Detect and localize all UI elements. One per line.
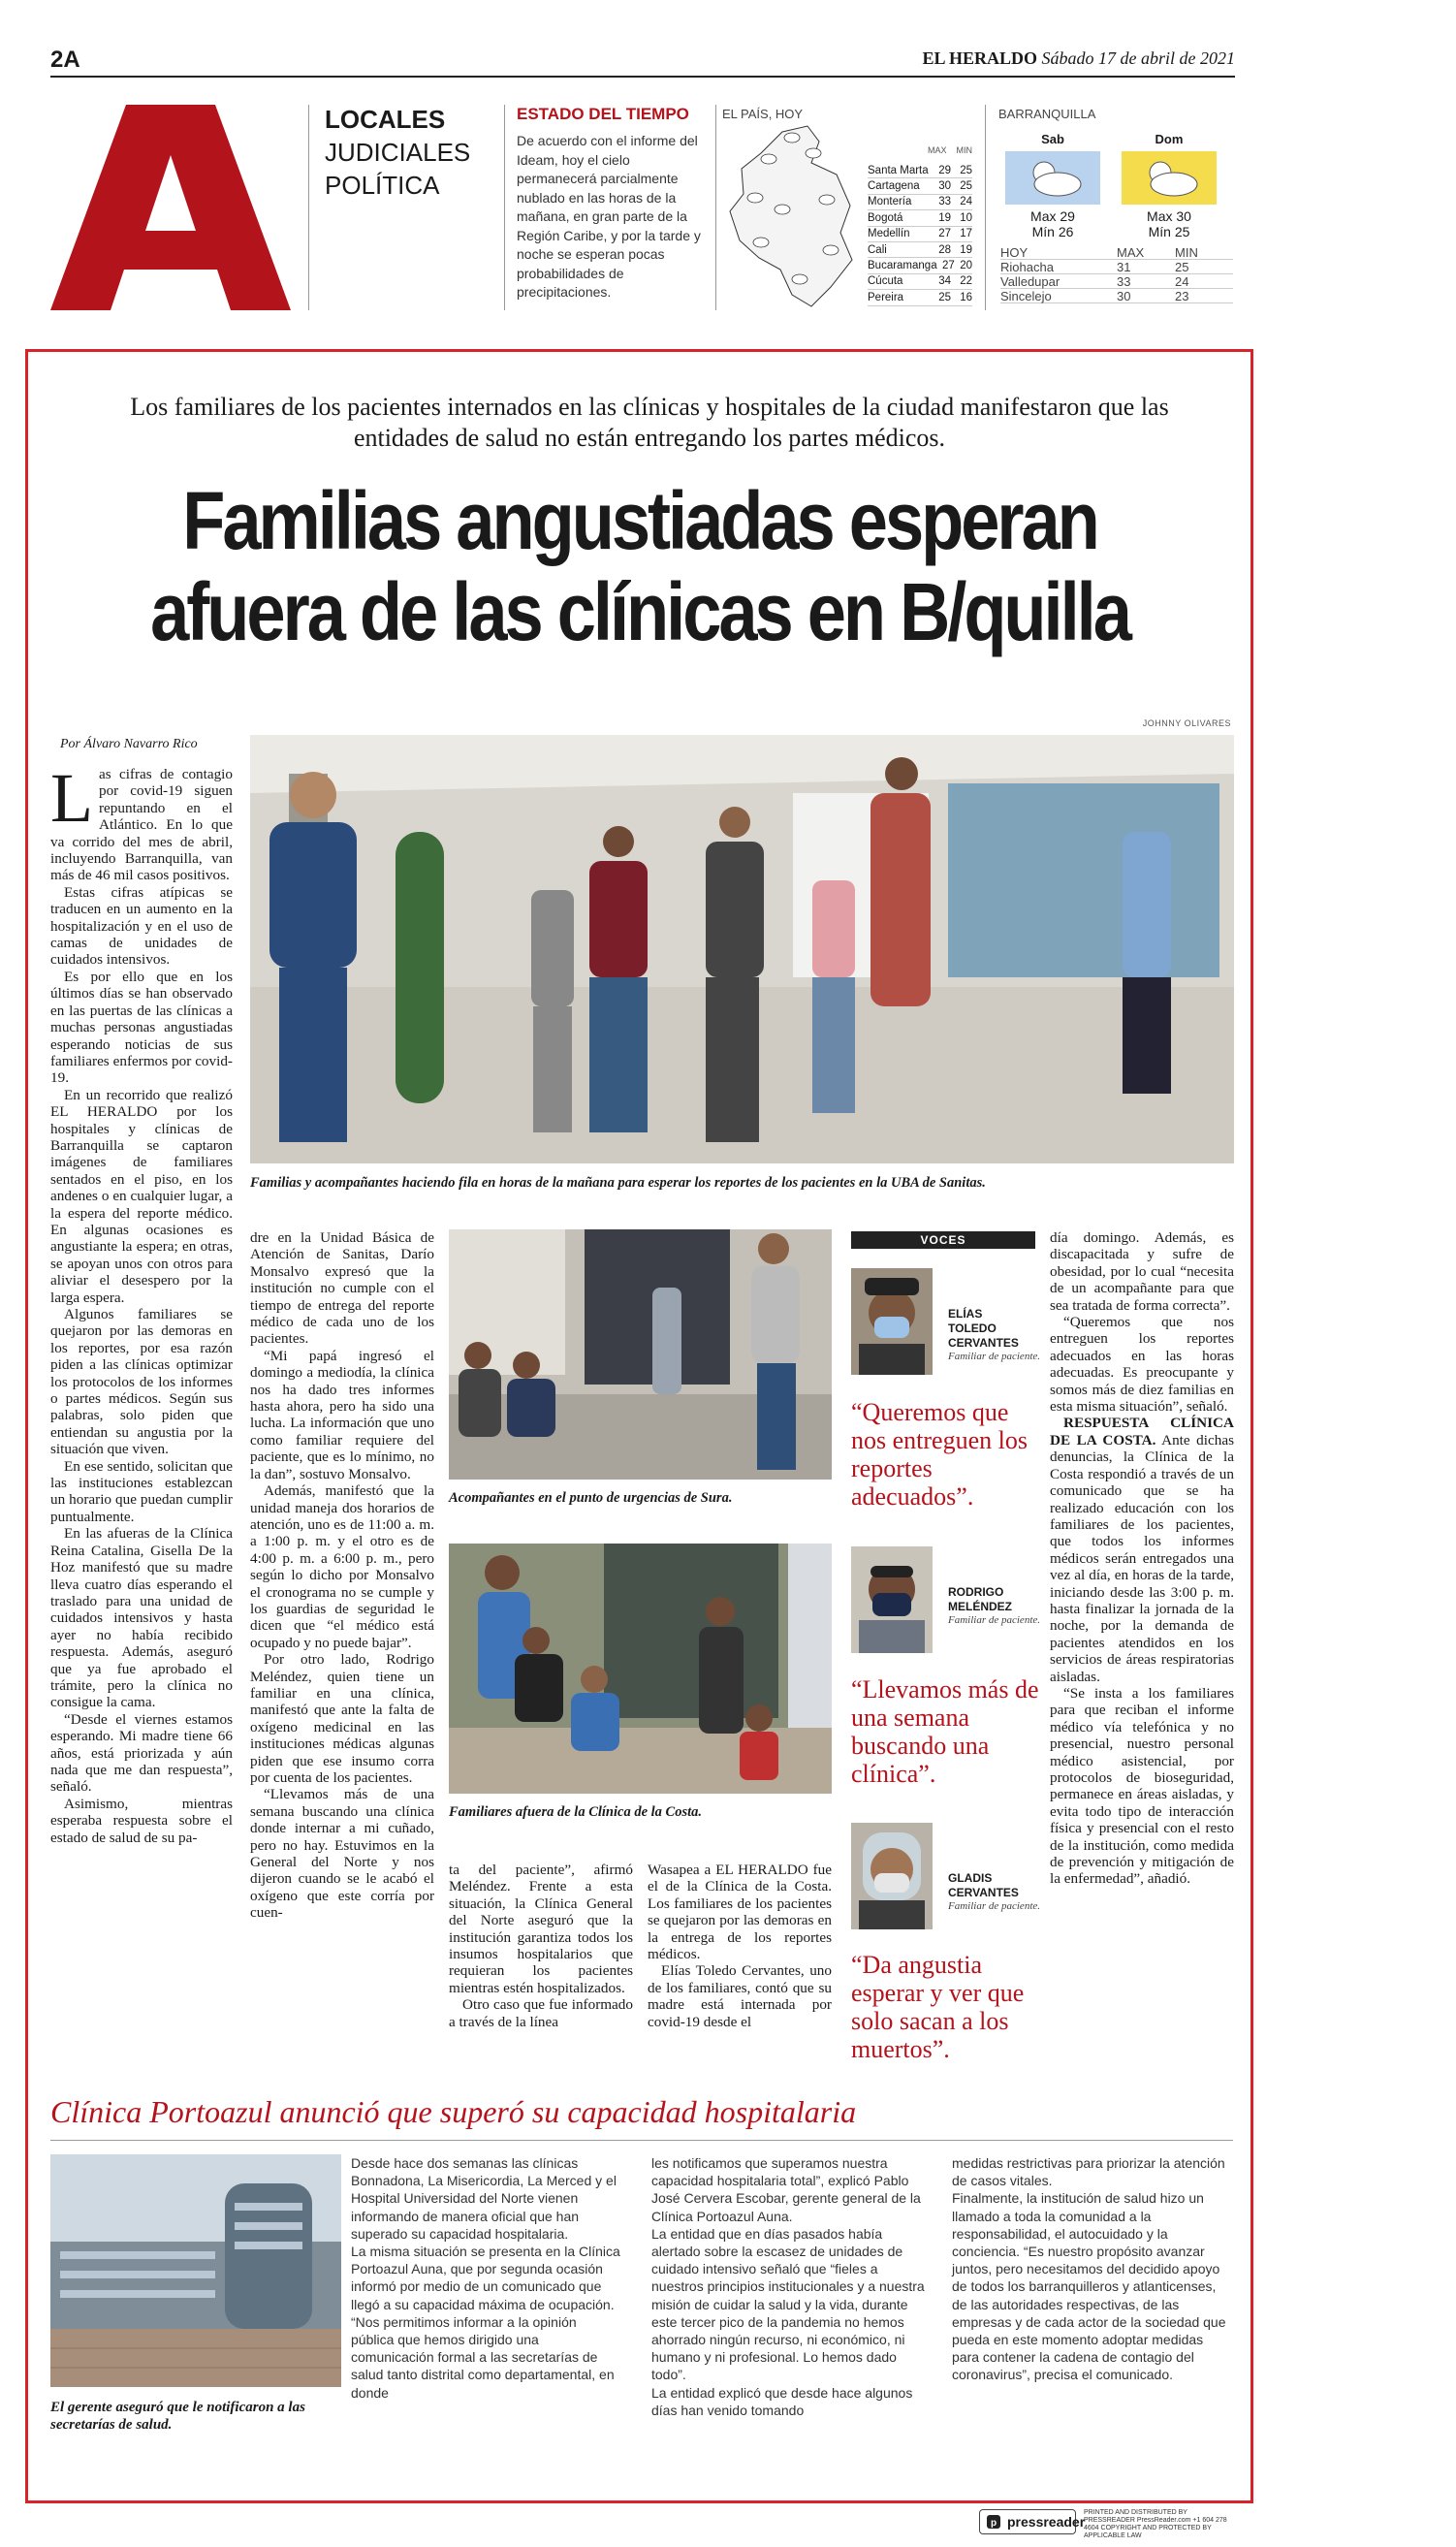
- partly-cloudy-icon: [1005, 151, 1100, 205]
- colombia-map: [722, 124, 863, 308]
- divider: [50, 2140, 1233, 2141]
- article-deck: Los familiares de los pacientes internados en las clínicas y hospitales de la ciudad manifestaron que las entidades de salud no están entregando los partes médicos.: [130, 393, 1169, 452]
- divider: [308, 105, 309, 310]
- byline: Por Álvaro Navarro Rico: [60, 737, 198, 751]
- day-sun-temps: Max 30 Mín 25: [1147, 208, 1191, 239]
- voces-title: VOCES: [851, 1231, 1035, 1249]
- portoazul-caption: El gerente aseguró que le notificaron a las secretarías de salud.: [50, 2400, 305, 2433]
- article-column-1: Las cifras de contagio por covid-19 siguen repuntando en el Atlántico. En lo que va corrido del mes de abril, incluyendo Barranquilla, van más de 46 mil casos positivos. Estas cifras atípicas se traducen en un aumento en la hospitalización y en el uso de camas de unidades de cuidados intensivos. Es por ello que en los últimos días se han observado en las puertas de las clínicas a muchas personas angustiadas esperando noticias de sus familiares enfermos por covid-19. En un recorrido que realizó EL HERALDO por los hospitales y clínicas de Barranquilla se captaron imágenes de familiares sentados en el piso, en los andenes o en cualquier lugar, a la espera del reporte médico. En algunas ocasiones es angustiante la espera; en otras, se apoyan unos con otros para aliviar el desespero por la larga espera. Algunos familiares se quejaron por las demoras en los reportes, por esa razón piden a las clínicas optimizar los protocolos de los informes o partes médicos. Según sus palabras, solo piden que entiendan su angustia por la situación que viven. En ese sentido, solicitan que las instituciones establezcan un horario que puedan cumplir puntualmente. En las afueras de la Clínica Reina Catalina, Gisella De la Hoz manifestó que su madre lleva cuatro días esperando el traslado para una unidad de cuidados intensivos y hasta ayer no había recibido respuesta. Además, aseguró que ya fue aprobado el trámite, pero la clínica no consigue la cama. “Desde el viernes estamos esperando. Mi madre tiene 66 años, está priorizada y aún nada que me dan respuesta”, señaló. Asimismo, mientras esperaba respuesta sobre el estado de salud de su pa-: [50, 759, 233, 1846]
- divider: [715, 105, 716, 310]
- secondary-column-2: les notificamos que superamos nuestra capacidad hospitalaria total”, explicó Pablo José Cervera Escobar, gerente general de la Clínica Portoazul Auna. La entidad que en días pasados había alertado sobre la escasez de unidades de cuidado intensivo señaló que “fieles a nuestros principios institucionales y a nuestra misión de cuidar la salud y la vida, durante este tercer pico de la pandemia no hemos ahorrado ningún recurso, ni económico, ni humano y ni profesional. Lo hemos dado todo”. La entidad explicó que desde hace algunos días han venido tomando: [651, 2155, 925, 2418]
- secondary-headline: Clínica Portoazul anunció que superó su capacidad hospitalaria: [50, 2094, 857, 2129]
- section-judiciales: JUDICIALES: [325, 138, 471, 167]
- city-row: Montería 33 24: [868, 195, 972, 210]
- city-row: Cartagena 30 25: [868, 178, 972, 194]
- portrait-icon: [851, 1823, 933, 1929]
- queue-image: [250, 735, 1234, 1163]
- photo-credit: JOHNNY OLIVARES: [1142, 718, 1231, 728]
- drop-cap: L: [50, 759, 93, 837]
- portoazul-photo: [50, 2154, 341, 2387]
- voice-1-photo: [851, 1268, 933, 1375]
- city-row: Cúcuta 34 22: [868, 274, 972, 290]
- hospital-building-image: [50, 2154, 341, 2387]
- costa-photo: [449, 1544, 832, 1794]
- article-headline: Familias angustiadas esperan afuera de las clínicas en B/quilla: [150, 475, 1129, 657]
- city-label: BARRANQUILLA: [998, 107, 1096, 121]
- article-column-3: ta del paciente”, afirmó Meléndez. Frente a esta situación, la Clínica General del Norte aseguró que la institución garantiza todos los insumos hospitalarios que requieran los pacientes mientras estén hospitalizados. Otro caso que fue informado a través de la línea: [449, 1862, 633, 2030]
- secondary-column-3: medidas restrictivas para priorizar la atención de casos vitales. Finalmente, la institución de salud hizo un llamado a toda la comunidad a la responsabilidad, el autocuidado y la conciencia. “Es nuestro propósito avanzar juntos, pero necesitamos del decidido apoyo de todos los barranquilleros y atlanticenses, de las autoridades respectivas, de las empresas y de cada actor de la sociedad que pueda en este momento adoptar medidas para contener la cadena de contagio del coronavirus”, precisa el comunicado.: [952, 2155, 1226, 2383]
- weather-title: ESTADO DEL TIEMPO: [517, 105, 689, 123]
- clinica-costa-image: [449, 1544, 832, 1794]
- day-sat-temps: Max 29 Mín 26: [1030, 208, 1075, 239]
- voice-1-name: ELÍAS TOLEDO CERVANTES Familiar de paciente.: [948, 1307, 1041, 1362]
- today-row: Valledupar 33 24: [1000, 274, 1233, 289]
- article-column-4: Wasapea a EL HERALDO fue el de la Clínica de la Costa. Los familiares de los pacientes se quejaron por las demoras en la entrega de los reportes médicos. Elías Toledo Cervantes, uno de los familiares, contó que su madre está internada por covid-19 desde el: [648, 1862, 832, 2030]
- pressreader-icon: [986, 2514, 1001, 2530]
- voice-3-quote: “Da angustia esperar y ver que solo sacan a los muertos”.: [851, 1951, 1025, 2063]
- paper-name: EL HERALDO: [922, 48, 1037, 68]
- city-row: Bucaramanga 27 20: [868, 258, 972, 273]
- issue-date: Sábado 17 de abril de 2021: [1041, 48, 1235, 68]
- col-max: MAX: [927, 145, 947, 155]
- today-row: Sincelejo 30 23: [1000, 289, 1233, 303]
- voice-1-quote: “Queremos que nos entreguen los reportes adecuados”.: [851, 1398, 1028, 1511]
- weather-text: De acuerdo con el informe del Ideam, hoy el cielo permanecerá parcialmente nublado en las horas de la mañana, en gran parte de la Región Caribe, y por la tarde y noche se esperan pocas probabilidades de precipitaciones.: [517, 133, 701, 300]
- city-row: Santa Marta 29 25: [868, 163, 972, 178]
- section-politica: POLÍTICA: [325, 171, 440, 200]
- voice-2-quote: “Llevamos más de una semana buscando una clínica”.: [851, 1675, 1039, 1788]
- masthead: [922, 48, 1235, 69]
- voice-2-name: RODRIGO MELÉNDEZ Familiar de paciente.: [948, 1585, 1041, 1626]
- city-row: Cali 28 19: [868, 242, 972, 258]
- portrait-icon: [851, 1546, 933, 1653]
- main-photo-caption: Familias y acompañantes haciendo fila en horas de la mañana para esperar los reportes de los pacientes en la UBA de Sanitas.: [250, 1175, 986, 1191]
- today-table: [1000, 245, 1233, 303]
- section-list: [325, 103, 470, 202]
- day-sat-label: Sab: [1041, 132, 1064, 146]
- urgencias-image: [449, 1229, 832, 1480]
- voice-3-photo: [851, 1823, 933, 1929]
- city-row: Pereira 25 16: [868, 290, 972, 305]
- page-number: 2A: [50, 47, 80, 73]
- divider: [985, 105, 986, 310]
- article-column-5: día domingo. Además, es discapacitada y sufre de obesidad, por lo cual “necesita de un acompañante para que sea tratada de forma correcta”. “Queremos que nos entreguen los reportes adecuados en las horas adecuadas. Es preocupante y somos más de diez familias en esta misma situación”, señaló. RESPUESTA CLÍNICA DE LA COSTA. Ante dichas denuncias, la Clínica de la Costa respondió a través de un comunicado que se ha realizado educación con los familiares de los pacientes, que todos los informes médicos serán entregados una vez al día, en horas de la tarde, iniciando desde las 3:00 p. m. hasta finalizar la jornada de la noche, por la demanda de pacientes atendidos en los servicios de áreas respiratorias aisladas. “Se insta a los familiares para que reciban el informe médico vía telefónica y no presencial, nuestro personal médico asistencial, por protocolos de bioseguridad, permanece en áreas aisladas, y evita todo tipo de interacción física y presencial con el resto de la institución, como medida de prevención y mitigación de la enfermedad”, añadió.: [1050, 1229, 1234, 1888]
- day-sun-forecast: [1122, 151, 1217, 205]
- section-letter-text: A: [50, 92, 62, 109]
- cities-table: [868, 145, 972, 306]
- today-header: HOY MAX MIN: [1000, 245, 1233, 260]
- pressreader-fineprint: PRINTED AND DISTRIBUTED BY PRESSREADER PressReader.com +1 604 278 4604 COPYRIGHT AND PROTECTED BY APPLICABLE LAW: [1084, 2509, 1227, 2539]
- secondary-column-1: Desde hace dos semanas las clínicas Bonnadona, La Misericordia, La Merced y el Hospital Universidad del Norte vienen informando de manera oficial que han superado su capacidad hospitalaria. La misma situación se presenta en la Clínica Portoazul Auna, que por segunda ocasión informó por medio de un comunicado que llegó a su capacidad máxima de ocupación. “Nos permitimos informar a la opinión pública que hemos dirigido una comunicación formal a las secretarías de salud tanto distrital como departamental, en donde: [351, 2155, 620, 2401]
- article-column-2: dre en la Unidad Básica de Atención de Sanitas, Darío Monsalvo expresó que la institución no cumple con el tiempo de entrega del reporte médico de cada uno de los pacientes. “Mi papá ingresó el domingo a mediodía, la clínica nos ha dado tres informes hasta ahora, pero ha sido una lucha. La información que uno como familiar requiere del paciente, que es lo mínimo, no la dan”, sostuvo Monsalvo. Además, manifestó que la unidad maneja dos horarios de atención, uno es de 11:00 a. m. a 1:00 p. m. y el otro es de 4:00 p. m. a 6:00 p. m., pero según lo dicho por Monsalvo el cronograma no se cumple y los guardias de seguridad le dicen que “el médico está ocupado y no puede bajar”. Por otro lado, Rodrigo Meléndez, quien tiene un familiar en una clínica, manifestó que ante la falta de oxígeno medicinal en las instituciones médicas algunas piden que ese insumo corra por cuenta de los pacientes. “Llevamos más de una semana buscando una clínica donde internar a mi cuñado, pero no hay. Estuvimos en la General del Norte y nos dijeron cuando se le acabó el oxígeno que este corría por cuen-: [250, 1229, 434, 1922]
- section-letter-a: [50, 92, 291, 310]
- day-sun-label: Dom: [1155, 132, 1184, 146]
- country-label: EL PAÍS, HOY: [722, 107, 804, 121]
- section-locales: LOCALES: [325, 105, 446, 134]
- costa-photo-caption: Familiares afuera de la Clínica de la Costa.: [449, 1804, 703, 1820]
- pressreader-logo: p pressreader: [979, 2509, 1076, 2534]
- col-min: MIN: [956, 145, 972, 155]
- sura-photo: [449, 1229, 832, 1480]
- voice-3-name: GLADIS CERVANTES Familiar de paciente.: [948, 1871, 1041, 1912]
- sura-photo-caption: Acompañantes en el punto de urgencias de Sura.: [449, 1490, 733, 1506]
- top-rule: [50, 76, 1235, 78]
- main-photo: [250, 735, 1234, 1163]
- city-row: Medellín 27 17: [868, 227, 972, 242]
- day-sat-forecast: [1005, 151, 1100, 205]
- svg-text:p: p: [991, 2518, 997, 2529]
- voice-2-photo: [851, 1546, 933, 1653]
- today-row: Riohacha 31 25: [1000, 260, 1233, 274]
- city-row: Bogotá 19 10: [868, 210, 972, 226]
- partly-cloudy-icon: [1122, 151, 1217, 205]
- portrait-icon: [851, 1268, 933, 1375]
- response-subhead: RESPUESTA CLÍNICA DE LA COSTA.: [1050, 1415, 1234, 1449]
- divider: [504, 105, 505, 310]
